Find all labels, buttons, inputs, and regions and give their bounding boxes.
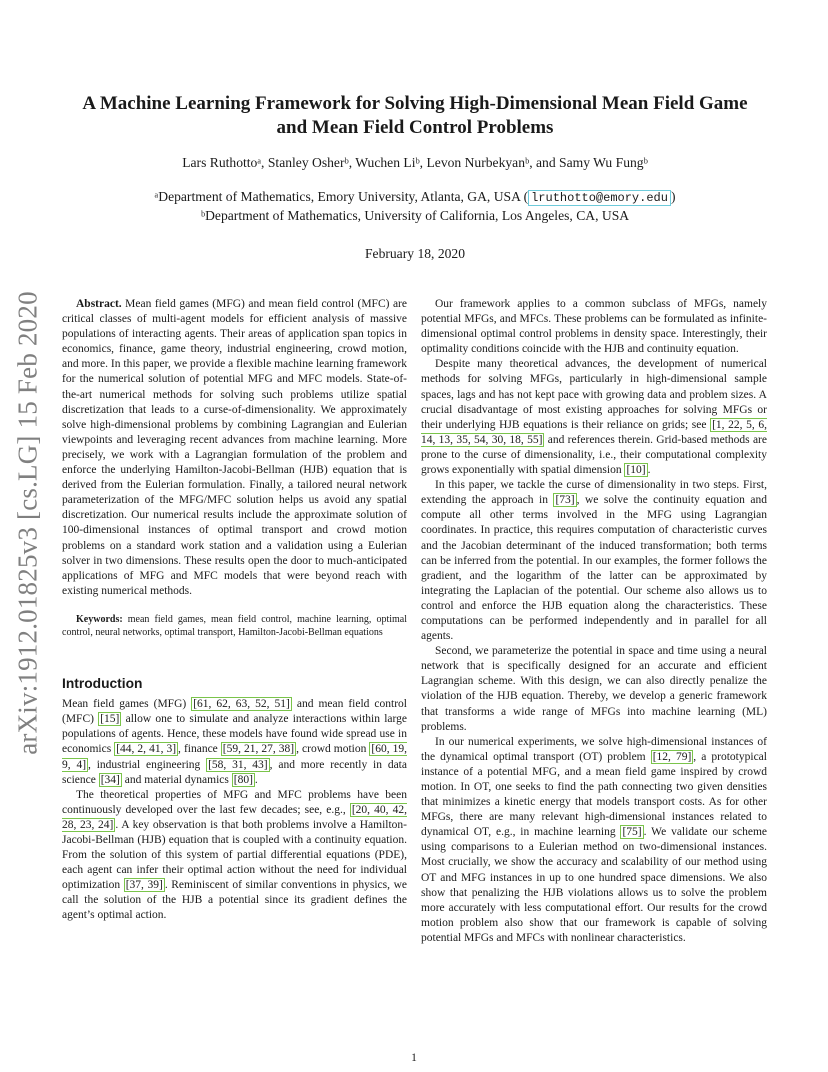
arxiv-side-stamp [8, 288, 48, 758]
text: Mean field games (MFG) [62, 698, 192, 711]
text: . [647, 464, 651, 477]
citation-link[interactable]: [1, 22, 5, 6, 14, 13, 35, 54, 30, 18, 55] [421, 418, 767, 446]
affiliations [60, 188, 770, 225]
text: . We validate our scheme using comparisons to a Eulerian method on two-dimensional instances. Most crucially, we show the accuracy and scalability of our method using OT and MFG instances in up to one hundred space dimensions. We also show that penalizing the HJB violations allows us to solve the problem more accurately with less computational effort. Our results for the crowd motion problem also show that our framework is capable of solving potential MFGs and MFCs with nonlinear characteristics. [421, 826, 767, 944]
keywords-text: mean field games, mean field control, machine learning, optimal control, neural networks, optimal transport, Hamilton-Jacobi-Bellman equations [62, 613, 407, 639]
citation-link[interactable]: [34] [100, 773, 120, 786]
citation-link[interactable]: [73] [555, 494, 575, 507]
text: In our numerical experiments, we solve high-dimensional instances of the dynamical optimal transport (OT) problem [421, 735, 767, 763]
affiliation-a [60, 188, 770, 207]
text: and material dynamics [121, 773, 232, 786]
arxiv-id-text: arXiv:1912.01825v3 [cs.LG] 15 Feb 2020 [12, 291, 43, 755]
text: , crowd motion [296, 743, 370, 756]
email-link[interactable]: lruthotto@emory.edu [528, 190, 671, 206]
abstract-text: Mean field games (MFG) and mean field control (MFC) are critical classes of multi-agent models for efficient analysis of massive populations of interacting agents. Their areas of application span topics in economics, finance, game theory, industrial engineering, crowd motion, and more. In this paper, we provide a flexible machine learning framework for the numerical solution of potential MFG and MFC models. State-of-the-art numerical methods for solving such problems utilize spatial discretization that leads to a curse-of-dimensionality. We approximately solve high-dimensional problems by combining Lagrangian and Eulerian viewpoints and leveraging recent advances from machine learning. More precisely, we work with a Lagrangian formulation of the problem and enforce the underlying Hamilton-Jacobi-Bellman (HJB) equation that is derived from the Eulerian formulation. Finally, a tailored neural network parameterization of the MFG/MFC solution helps us avoid any spatial discretization. Our numerical results include the approximate solution of 100-dimensional instances of optimal transport and crowd motion problems on a standard work station and a validation using a Eulerian solver in two dimensions. These results open the door to much-anticipated applications of MFG and MFC models that were beyond reach with existing numerical methods. [62, 298, 407, 597]
citation-link[interactable]: [75] [622, 826, 642, 839]
text: In this paper, we tackle the curse of dimensionality in two steps. First, extending the approach in [421, 479, 767, 507]
text: and mean field control (MFC) [62, 698, 407, 726]
text: , a prototypical instance of a potential MFG, and a mean field game inspired by crowd motion. In OT, one seeks to find the path connecting two given densities that minimizes a kinetic energy that models transport costs. As for other MFGs, there are many relevant high-dimensional instances related to dynamical OT, e.g., in machine learning [421, 750, 767, 839]
paper-title: A Machine Learning Framework for Solving High-Dimensional Mean Field Game and Mean Field Control Problems [82, 93, 748, 138]
right-column [421, 297, 767, 946]
citation-link[interactable]: [80] [233, 773, 253, 786]
right-paragraph-3 [421, 478, 767, 644]
right-paragraph-4: Second, we parameterize the potential in space and time using a neural network that is specifically designed for an accurate and efficient Lagrangian scheme. With this design, we can also directly penalize the violation of the HJB equation. Thereby, we develop a generic framework that transforms a wide range of MFGs into machine learning (ML) problems. [421, 645, 767, 733]
author-list: Lars Ruthottoᵃ, Stanley Osherᵇ, Wuchen Liᵇ, Levon Nurbekyanᵇ, and Samy Wu Fungᵇ [182, 155, 648, 170]
keywords-label: Keywords: [76, 613, 123, 625]
citation-link[interactable]: [20, 40, 42, 28, 23, 24] [62, 803, 407, 831]
text: , industrial engineering [88, 758, 207, 771]
text: , finance [178, 743, 221, 756]
intro-paragraph-1 [62, 697, 407, 788]
text: The theoretical properties of MFG and MFC problems have been continuously developed over the last few decades; see, e.g., [62, 788, 407, 816]
citation-link[interactable]: [58, 31, 43] [208, 758, 268, 771]
text: allow one to simulate and analyze interactions within large populations of agents. Hence, these models have found wide spread use in economics [62, 713, 408, 756]
text: . Reminiscent of similar conventions in physics, we call the solution of the HJB a potential since its gradient defines the agent’s optimal action. [62, 879, 407, 922]
text: and references therein. Grid-based methods are prone to the curse of dimensionality, i.e., their computational complexity grows exponentially with spatial dimension [421, 433, 767, 477]
right-paragraph-1: Our framework applies to a common subclass of MFGs, namely potential MFGs, and MFCs. These problems can be formulated as infinite-dimensional optimal control problems in density space. Interestingly, their optimality conditions coincide with the HJB and continuity equation. [421, 298, 767, 356]
abstract [62, 297, 407, 599]
text: , we solve the continuity equation and compute all other terms involved in the MFG using Lagrangian coordinates. In practice, this requires computation of characteristic curves and the Jacobian determinant of the induced transformation; both terms can be inferred from the potential. In our examples, the former follows the gradient, and the logarithm of the latter can be approximated by integrating the Laplacian of the potential. Our scheme also allows us to control and enforce the HJB equation along the characteristics. These computations can be performed independently and in parallel for all agents. [421, 494, 767, 643]
text: Despite many theoretical advances, the development of numerical methods for solving MFGs, particularly in high-dimensional sample spaces, lags and has not kept pace with growing data and problem sizes. A crucial disadvantage of most existing approaches for solving MFGs or their underlying HJB equations is their reliance on grids; see [421, 358, 767, 431]
abstract-label: Abstract. [76, 298, 122, 310]
page-number: 1 [411, 1052, 417, 1064]
citation-link[interactable]: [61, 62, 63, 52, 51] [193, 698, 290, 711]
citation-link[interactable]: [59, 21, 27, 38] [222, 743, 295, 756]
affiliation-a-close: ) [670, 189, 676, 204]
right-paragraph-5 [421, 735, 767, 946]
citation-link[interactable]: [12, 79] [652, 750, 692, 763]
text: . A key observation is that both problems involve a Hamilton-Jacobi-Bellman (HJB) equation that is coupled with a continuity equation. From the solution of this system of partial differential equations (PDE), each agent can infer their optimal action without the need for individual optimization [62, 818, 407, 892]
left-column [62, 297, 407, 924]
citation-link[interactable]: [15] [100, 713, 120, 726]
text: , and more recently in data science [62, 758, 407, 786]
intro-paragraph-2 [62, 788, 407, 924]
citation-link[interactable]: [37, 39] [125, 879, 163, 892]
right-paragraph-2 [421, 357, 767, 478]
affiliation-b: ᵇDepartment of Mathematics, University of California, Los Angeles, CA, USA [200, 208, 630, 223]
text: . [254, 773, 258, 786]
paper-date: February 18, 2020 [364, 246, 466, 261]
citation-link[interactable]: [60, 19, 9, 4] [62, 743, 407, 771]
section-heading-introduction: Introduction [62, 676, 143, 692]
affiliation-a-text: ᵃDepartment of Mathematics, Emory University, Atlanta, GA, USA ( [154, 189, 529, 204]
citation-link[interactable]: [10] [626, 464, 646, 477]
citation-link[interactable]: [44, 2, 41, 3] [116, 743, 177, 756]
keywords [62, 613, 407, 640]
